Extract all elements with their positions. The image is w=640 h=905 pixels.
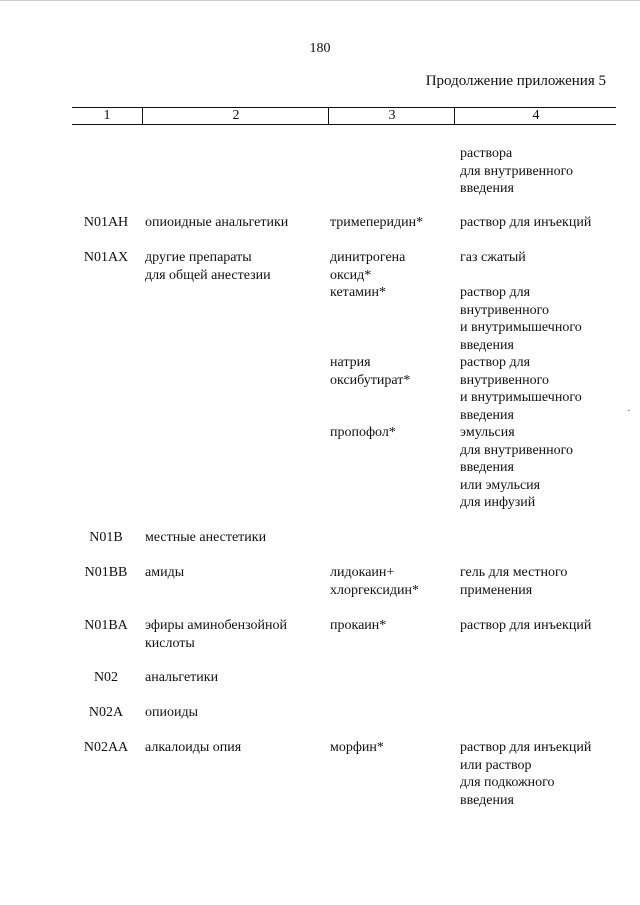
form-line: для инфузий	[460, 495, 536, 510]
atc-code-cell: N01BA	[84, 618, 128, 633]
form-line: эмульсия	[460, 425, 515, 440]
drug-name-cell	[330, 564, 419, 599]
form-line: или эмульсия	[460, 477, 541, 493]
group-name-cell	[145, 249, 271, 284]
drug-line: тримеперидин*	[330, 215, 424, 230]
dosage-form-cell	[460, 284, 582, 354]
drug-name-cell	[330, 284, 386, 302]
group-line: для общей анестезии	[145, 267, 271, 283]
form-line: внутривенного	[460, 302, 550, 318]
dosage-form-cell	[460, 214, 591, 232]
form-line: введения	[460, 792, 514, 808]
group-name-cell	[145, 617, 287, 652]
drug-name-cell	[330, 739, 384, 757]
drug-line: лидокаин+	[330, 565, 395, 580]
form-line: введения	[460, 460, 514, 475]
group-name-cell	[145, 214, 288, 232]
group-name-cell	[145, 564, 184, 582]
dosage-form-cell	[460, 354, 582, 424]
dosage-form-cell	[460, 249, 526, 267]
form-line: для внутривенного	[460, 442, 574, 458]
drug-name-cell	[330, 354, 410, 389]
form-line: внутривенного	[460, 372, 550, 388]
atc-code-cell: N02AA	[83, 740, 129, 755]
header-col-1: 1	[103, 108, 111, 123]
scan-artifact	[628, 410, 630, 411]
page-number: 180	[309, 41, 331, 56]
atc-code-cell: N01B	[89, 530, 123, 545]
drug-line: морфин*	[330, 740, 384, 755]
atc-code-cell: N02A	[88, 705, 124, 720]
group-name-cell	[145, 529, 266, 547]
group-line: анальгетики	[145, 670, 219, 685]
form-line: для внутривенного	[460, 163, 574, 179]
form-line: для подкожного	[460, 775, 555, 790]
form-line: гель для местного	[460, 565, 568, 580]
group-name-cell	[145, 669, 218, 687]
drug-line: оксид*	[330, 267, 372, 283]
dosage-form-cell	[460, 564, 567, 599]
atc-code-cell: N01BB	[84, 565, 128, 580]
dosage-form-cell	[460, 617, 591, 635]
drug-name-cell	[330, 214, 423, 232]
header-col-2: 2	[142, 108, 329, 124]
form-line: и внутримышечного	[460, 390, 582, 405]
drug-line: хлоргексидин*	[330, 582, 420, 598]
form-line: газ сжатый	[460, 250, 526, 265]
form-line: раствор для	[460, 355, 531, 370]
group-line: другие препараты	[145, 250, 252, 265]
drug-line: прокаин*	[330, 618, 387, 633]
drug-name-cell	[330, 617, 386, 635]
drug-line: натрия	[330, 355, 371, 370]
atc-code-cell: N01AH	[83, 215, 129, 230]
form-line: введения	[460, 407, 514, 423]
form-line: раствор для инъекций	[460, 215, 592, 230]
form-line: раствора	[460, 146, 513, 161]
form-line: раствор для инъекций	[460, 740, 592, 755]
header-col-3: 3	[328, 108, 455, 124]
drug-name-cell	[330, 249, 405, 284]
header-col-4: 4	[454, 108, 617, 124]
group-name-cell	[145, 739, 241, 757]
group-line: опиоидные анальгетики	[145, 215, 289, 230]
form-line: и внутримышечного	[460, 320, 582, 335]
drug-name-cell	[330, 424, 396, 442]
group-line: кислоты	[145, 635, 195, 651]
drug-line: оксибутират*	[330, 372, 411, 388]
form-line: применения	[460, 582, 533, 598]
page-top-edge	[0, 0, 640, 1]
group-line: опиоиды	[145, 705, 199, 720]
continuation-form-cell	[460, 145, 573, 198]
group-name-cell	[145, 704, 198, 722]
appendix-continuation-note: Продолжение приложения 5	[425, 73, 606, 89]
group-line: местные анестетики	[145, 530, 267, 545]
form-line: введения	[460, 181, 514, 196]
group-line: эфиры аминобензойной	[145, 618, 288, 633]
form-line: раствор для инъекций	[460, 618, 592, 633]
group-line: амиды	[145, 565, 185, 580]
dosage-form-cell	[460, 424, 573, 512]
drug-line: динитрогена	[330, 250, 406, 265]
atc-code-cell: N01AX	[83, 250, 129, 265]
form-line: или раствор	[460, 757, 532, 773]
form-line: введения	[460, 337, 514, 353]
atc-code-cell: N02	[93, 670, 119, 685]
drug-line: кетамин*	[330, 285, 387, 300]
group-line: алкалоиды опия	[145, 740, 242, 755]
form-line: раствор для	[460, 285, 531, 300]
table-header-row	[72, 107, 616, 125]
dosage-form-cell	[460, 739, 591, 809]
drug-line: пропофол*	[330, 425, 396, 440]
